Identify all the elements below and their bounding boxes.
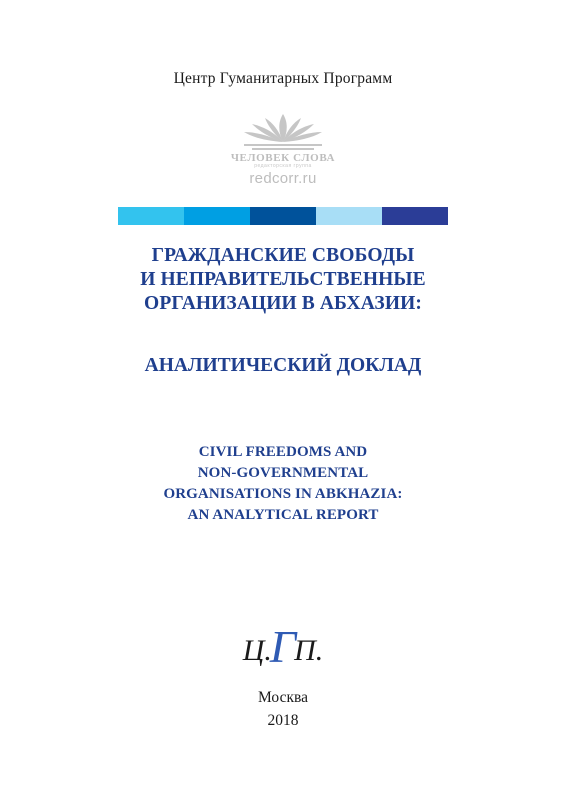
title-ru-line: ГРАЖДАНСКИЕ СВОБОДЫ (151, 245, 415, 266)
lotus-icon (238, 110, 328, 152)
logo-letter: Г (269, 621, 297, 672)
title-en-line: AN ANALYTICAL REPORT (187, 507, 379, 523)
stripe-segment (118, 207, 184, 225)
watermark-name: ЧЕЛОВЕК СЛОВА (230, 152, 336, 164)
title-en-line: ORGANISATIONS IN ABKHAZIA: (163, 486, 403, 502)
title-en-line: CIVIL FREEDOMS AND (198, 444, 368, 460)
watermark-subtitle: редакторская группа (254, 163, 312, 169)
subtitle-russian: АНАЛИТИЧЕСКИЙ ДОКЛАД (144, 355, 422, 376)
logo-part: П. (294, 634, 324, 667)
stripe-segment (250, 207, 316, 225)
title-en-line: NON-GOVERNMENTAL (197, 465, 369, 481)
title-ru-line: ОРГАНИЗАЦИИ В АБХАЗИИ: (144, 293, 422, 314)
stripe-segment (184, 207, 250, 225)
title-russian (0, 244, 566, 316)
publication-city: Москва (258, 689, 308, 706)
color-stripe (118, 207, 448, 225)
watermark-site: redcorr.ru (249, 170, 317, 187)
publication-year: 2018 (267, 712, 299, 729)
title-english (0, 442, 566, 526)
stripe-segment (382, 207, 448, 225)
stripe-segment (316, 207, 382, 225)
publisher-logo (0, 620, 566, 670)
publisher-name: Центр Гуманитарных Программ (173, 70, 393, 87)
title-ru-line: И НЕПРАВИТЕЛЬСТВЕННЫЕ (140, 269, 426, 290)
watermark (0, 110, 566, 187)
logo-part: Ц. (242, 634, 272, 667)
